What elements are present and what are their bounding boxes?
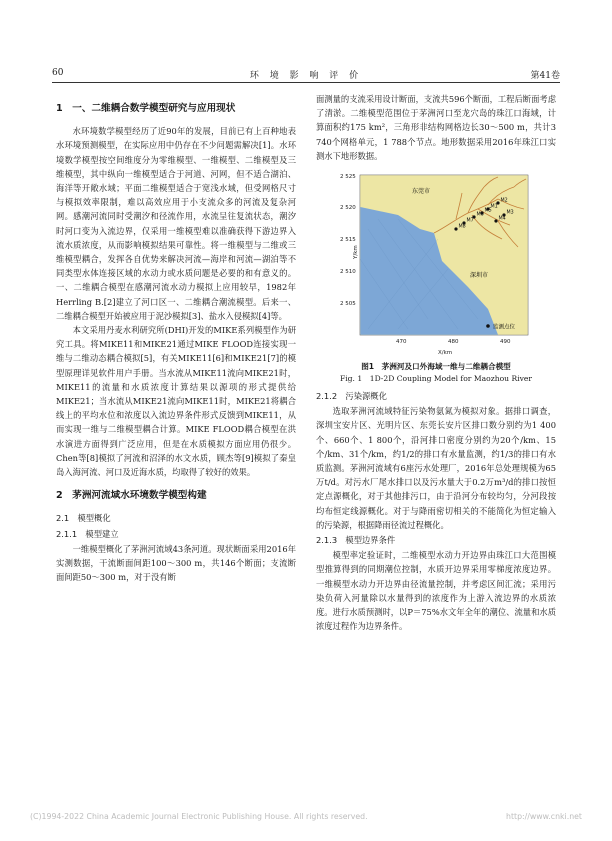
y-tick: 2 520 [340, 205, 356, 212]
paragraph: 水环境数学模型经历了近90年的发展，目前已有上百种地表水环境预测模型，在实际应用中仍存在不少问题需解决[1]。水环境数学模型按空间维度分为零维模型、一维模型、二维模型及三维模型，其中纵向一维模型适合于河道、河网，但不适合湖泊、海洋等开敞水域；平面二维模型适合于宽浅水域，但受网格尺寸与模拟效率限制，难以高效应用于小支流众多的河流及复杂河网。感潮河流同时受潮汐和径流作用，水流呈往复流状态，潮汐时河口变为入流边界，仅采用一维模型难以准确获得下游边界入流水质浓度，从而影响模拟结果可靠性。将一维模型与二维或三维模型耦合，发挥各自优势来解决河流—海岸和河流—湖泊等不同类型水体连接区域的水动力或水质问题是必要的和有意义的。一、二维耦合模型在感潮河流水动力模拟上应用较早，1982年Herrling B.[2]建立了河口区一、二维耦合潮流模型。后来一、二维耦合模型开始被应用于泥沙模拟[3]、盐水入侵模拟[4]等。 [56, 126, 296, 321]
header-rule [52, 82, 560, 83]
station-marker [494, 219, 497, 222]
legend-dot [486, 324, 490, 328]
y-axis-label: Y/km [353, 245, 359, 260]
volume-label: 第41卷 [530, 71, 560, 81]
station-label: M5 [484, 208, 492, 214]
y-tick: 2 505 [340, 301, 356, 308]
paragraph: 本文采用丹麦水利研究所(DHI)开发的MIKE系列模型作为研究工具。将MIKE11和MIKE21通过MIKE FLOOD连接实现一维与二维动态耦合模拟[5]，有关MIKE11[6]和MIKE21[7]的模型原理详见软件用户手册。当水流从MIKE11流向MIKE21时，MIKE11的流量和水质浓度计算结果以源项的形式提供给MIKE21；当水流从MIKE21流向MIKE11时，MIKE21将耦合线上的平均水位和浓度以入流边界条件形式反馈到MIKE11，从而实现一维与二维模型耦合计算。MIKE FLOOD耦合模型在洪水演进方面得到广泛应用，但是在水质模拟方面应用仍很少。Chen等[8]模拟了河流和沼泽的水文水质，顾杰等[9]模拟了秦皇岛入海河流、河口及近海水质，均取得了较好的效果。 [56, 325, 296, 478]
label-dongguan: 东莞市 [412, 188, 431, 196]
station-label: M6 [476, 212, 484, 218]
paragraph: 一维模型概化了茅洲河流域43条河道。现状断面采用2016年实测数据，干流断面间距100～300 m，共146个断面；支流断面间距50～300 m，对于没有断 [56, 543, 296, 583]
subsubsection-heading: 2.1.1 模型建立 [56, 528, 119, 539]
copyright-text: (C)1994-2022 China Academic Journal Electronic Publishing House. All rights reserved. [30, 812, 368, 821]
station-marker [454, 227, 457, 230]
figure-1-map [338, 169, 534, 359]
station-marker [496, 201, 499, 204]
y-tick: 2 515 [340, 237, 356, 244]
subsubsection-heading: 2.1.3 模型边界条件 [316, 535, 396, 546]
x-axis-label: X/km [438, 350, 453, 357]
right-column [316, 92, 556, 633]
figure-caption-cn: 图1 茅洲河及口外海域一维与二维耦合模型 [361, 362, 511, 372]
left-column [56, 92, 296, 585]
station-label: M2 [500, 198, 508, 204]
figure-caption-en: Fig. 1 1D-2D Coupling Model for Maozhou River [339, 374, 533, 384]
paragraph: 面测量的支流采用设计断面，支流共596个断面，工程后断面考虑了清淤。二维模型范围位于茅洲河口至龙穴岛的珠江口海域，计算面积约175 km²，三角形非结构网格边长30～500 m，共计3 740个网格单元，1 788个节点。地形数据采用2016年珠江口实测水下地形数据。 [316, 94, 556, 161]
legend-label: 监测点位 [493, 324, 516, 331]
section-1-heading: 1 一、二维耦合数学模型研究与应用现状 [56, 103, 236, 114]
model-map-svg [338, 169, 534, 359]
journal-title: 环 境 影 响 评 价 [249, 71, 363, 81]
station-label: M7 [466, 218, 474, 224]
running-header [52, 66, 560, 82]
paragraph: 模型率定验证时，二维模型水动力开边界由珠江口大范围模型推算得到的同期潮位控制，水质开边界采用零梯度浓度边界。一维模型水动力开边界由径流量控制，并考虑区间汇流；采用污染负荷入河量除以水量得到的浓度作为上游入流边界的水质浓度。进行水质预测时，以P＝75%水文年全年的潮位、流量和水质浓度过程作为边界条件。 [316, 550, 556, 632]
x-tick: 480 [448, 339, 459, 346]
station-label: M3 [506, 210, 514, 216]
station-label: M1 [490, 204, 498, 210]
label-shenzhen: 深圳市 [470, 272, 489, 280]
y-tick: 2 525 [340, 174, 356, 181]
footer-url: http://www.cnki.net [506, 812, 582, 821]
y-tick: 2 510 [340, 269, 356, 276]
section-2-heading: 2 茅洲河流域水环境数学模型构建 [56, 490, 207, 502]
page-number: 60 [52, 68, 64, 78]
subsection-heading: 2.1 模型概化 [56, 513, 111, 524]
x-tick: 490 [500, 339, 511, 346]
x-tick: 470 [396, 339, 407, 346]
station-label: M4 [498, 216, 506, 222]
station-label: M8 [458, 224, 466, 230]
subsubsection-heading: 2.1.2 污染源概化 [316, 391, 387, 402]
paragraph: 选取茅洲河流域特征污染物氨氮为模拟对象。据排口调查，深圳宝安片区、光明片区、东莞长安片区排口数分别约为1 400个、660个、1 800个，沿河排口密度分别约为20个/km、15个/km、31个/km，约1/2的排口有水量监测，约1/3的排口有水质监测。茅洲河流域有6座污水处理厂，2016年总处理规模为65万t/d。对污水厂尾水排口以及污水量大于0.2万m³/d的排口按恒定点源概化，对于其他排污口，由于沿河分布较均匀，分河段按均布恒定线源概化。对于与降雨密切相关的不能简化为恒定输入的污染源，根据降雨径流过程概化。 [316, 406, 556, 530]
